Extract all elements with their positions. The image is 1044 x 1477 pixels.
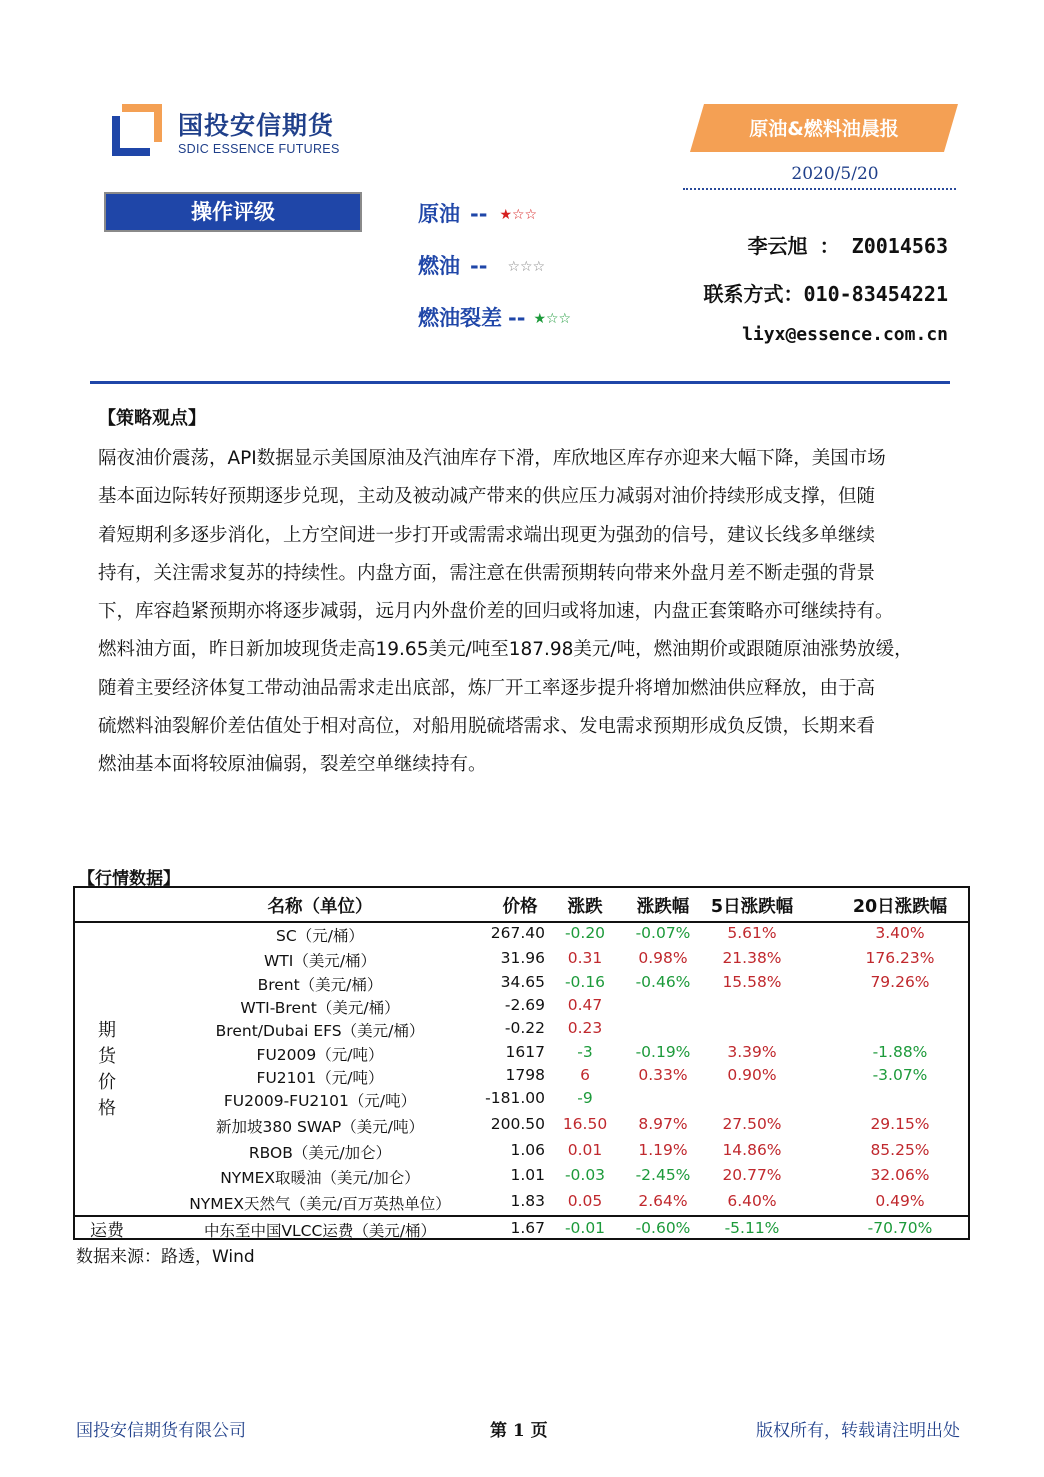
cell-price: 1.01 [510, 1166, 545, 1184]
cell-name: WTI（美元/桶） [263, 952, 377, 970]
cell-change-pct: 2.64% [638, 1192, 688, 1210]
cell-change-pct: -0.19% [635, 1043, 691, 1061]
cell-change: -9 [577, 1089, 593, 1107]
phone-line: 联系方式：010-83454221 [703, 282, 948, 306]
footer-copyright: 版权所有，转载请注明出处 [756, 1421, 960, 1441]
cell-change: 16.50 [562, 1115, 608, 1133]
dotted-divider [683, 188, 956, 190]
report-title-badge [690, 104, 958, 152]
cell-20d-pct: 85.25% [870, 1141, 930, 1159]
cell-change-pct: -0.46% [635, 973, 691, 991]
company-logo [112, 104, 352, 160]
cell-change: 0.01 [567, 1141, 603, 1159]
cell-name: NYMEX天然气（美元/百万英热单位） [189, 1195, 451, 1213]
table-row [75, 996, 968, 1020]
table-row [75, 949, 968, 973]
cell-name: Brent/Dubai EFS（美元/桶） [215, 1022, 425, 1040]
cell-20d-pct: 32.06% [870, 1166, 930, 1184]
footer-page-number: 第 1 页 [490, 1421, 548, 1441]
header-price: 价格 [502, 897, 538, 917]
cell-5d-pct: 20.77% [722, 1166, 782, 1184]
cell-5d-pct: -5.11% [724, 1219, 780, 1237]
star-rating-icon: ☆☆☆ [507, 259, 546, 275]
cell-price: 1.83 [510, 1192, 545, 1210]
cell-name: WTI-Brent（美元/桶） [240, 999, 400, 1017]
cell-change: -3 [577, 1043, 593, 1061]
strategy-line: 随着主要经济体复工带动油品需求走出底部，炼厂开工率逐步提升将增加燃油供应释放，由于高 [98, 677, 876, 699]
cell-change: -0.20 [564, 924, 606, 942]
cell-price: 34.65 [500, 973, 545, 991]
cell-change: 0.05 [567, 1192, 603, 1210]
report-date: 2020/5/20 [791, 164, 879, 184]
table-row [75, 1089, 968, 1113]
header-20d-pct: 20日涨跌幅 [852, 897, 948, 917]
cell-20d-pct: 176.23% [865, 949, 935, 967]
rating-dash: -- [508, 306, 526, 330]
cell-20d-pct: 29.15% [870, 1115, 930, 1133]
strategy-line: 燃油基本面将较原油偏弱，裂差空单继续持有。 [98, 754, 487, 776]
table-row [75, 1192, 968, 1216]
table-row [75, 1166, 968, 1190]
strategy-body [98, 440, 978, 785]
logo-cn-text: 国投安信期货 [178, 111, 335, 140]
cell-name: FU2101（元/吨） [256, 1069, 384, 1087]
table-row [75, 1066, 968, 1090]
cell-price: 1617 [505, 1043, 545, 1061]
group-label-freight: 运费 [90, 1221, 124, 1241]
group-label-futures: 期 货 价 格 [98, 1020, 116, 1119]
footer-company: 国投安信期货有限公司 [76, 1421, 246, 1441]
author-line: 李云旭 ： Z0014563 [747, 234, 948, 258]
cell-price: 267.40 [490, 924, 545, 942]
rating-name: 燃油 [418, 254, 460, 278]
cell-5d-pct: 3.39% [727, 1043, 777, 1061]
rating-item-crack-spread [418, 302, 571, 332]
cell-change: -0.01 [564, 1219, 606, 1237]
market-data-title: 【行情数据】 [78, 869, 180, 889]
strategy-line: 基本面边际转好预期逐步兑现，主动及被动减产带来的供应压力减弱对油价持续形成支撑，但随 [98, 486, 876, 508]
cell-change: 0.23 [567, 1019, 603, 1037]
cell-5d-pct: 27.50% [722, 1115, 782, 1133]
cell-name: SC（元/桶） [276, 927, 364, 945]
logo-mark-icon [112, 104, 162, 156]
table-row [75, 973, 968, 997]
cell-20d-pct: -1.88% [872, 1043, 928, 1061]
rating-dash: -- [470, 254, 488, 278]
cell-5d-pct: 15.58% [722, 973, 782, 991]
rating-title-box: 操作评级 [104, 192, 362, 232]
cell-price: 1798 [505, 1066, 545, 1084]
rating-dash: -- [470, 202, 488, 226]
logo-en-text: SDIC ESSENCE FUTURES [178, 142, 340, 156]
cell-20d-pct: 3.40% [875, 924, 925, 942]
rating-item-crude [418, 198, 537, 228]
strategy-line: 下，库容趋紧预期亦将逐步减弱，远月内外盘价差的回归或将加速，内盘正套策略亦可继续持有。 [98, 601, 894, 623]
star-rating-icon: ★☆☆ [533, 311, 572, 327]
cell-name: 新加坡380 SWAP（美元/吨） [215, 1118, 424, 1136]
header-divider [90, 381, 950, 384]
strategy-line: 硫燃料油裂解价差估值处于相对高位，对船用脱硫塔需求、发电需求预期形成负反馈，长期来看 [98, 716, 876, 738]
cell-name: RBOB（美元/加仑） [248, 1144, 392, 1162]
cell-change: 6 [580, 1066, 590, 1084]
rating-item-fuel-oil [418, 250, 545, 280]
cell-change: 0.47 [567, 996, 603, 1014]
cell-20d-pct: 79.26% [870, 973, 930, 991]
cell-change-pct: 8.97% [638, 1115, 688, 1133]
strategy-line: 持有，关注需求复苏的持续性。内盘方面，需注意在供需预期转向带来外盘月差不断走强的背景 [98, 562, 876, 584]
cell-5d-pct: 5.61% [727, 924, 777, 942]
data-source-note: 数据来源：路透，Wind [76, 1247, 255, 1267]
cell-price: 31.96 [500, 949, 545, 967]
cell-name: Brent（美元/桶） [257, 976, 383, 994]
cell-change: -0.16 [564, 973, 606, 991]
cell-change: 0.31 [567, 949, 603, 967]
cell-price: 200.50 [490, 1115, 545, 1133]
cell-change-pct: 0.98% [638, 949, 688, 967]
cell-change: -0.03 [564, 1166, 606, 1184]
cell-20d-pct: -70.70% [867, 1219, 933, 1237]
cell-change-pct: 0.33% [638, 1066, 688, 1084]
market-data-table [73, 886, 970, 1240]
cell-change-pct: -2.45% [635, 1166, 691, 1184]
strategy-title: 【策略观点】 [98, 408, 206, 429]
cell-5d-pct: 6.40% [727, 1192, 777, 1210]
email-link[interactable]: liyx@essence.com.cn [742, 324, 948, 345]
table-header [75, 888, 968, 923]
strategy-line: 隔夜油价震荡，API数据显示美国原油及汽油库存下滑，库欣地区库存亦迎来大幅下降，美国市场 [98, 448, 886, 469]
rating-name: 燃油裂差 [418, 306, 502, 330]
table-row [75, 1019, 968, 1043]
header-name: 名称（单位） [267, 897, 373, 917]
cell-price: 1.67 [510, 1219, 545, 1237]
cell-change-pct: 1.19% [638, 1141, 688, 1159]
group-separator [75, 1215, 968, 1217]
cell-name: FU2009-FU2101（元/吨） [223, 1092, 417, 1110]
table-row-freight [75, 1219, 968, 1243]
header-change-pct: 涨跌幅 [636, 897, 690, 917]
header-change: 涨跌 [567, 897, 603, 917]
strategy-line: 着短期利多逐步消化，上方空间进一步打开或需需求端出现更为强劲的信号，建议长线多单继续 [98, 524, 876, 546]
cell-price: 1.06 [510, 1141, 545, 1159]
table-row [75, 1043, 968, 1067]
table-row [75, 1115, 968, 1139]
report-title: 原油&燃料油晨报 [749, 118, 899, 140]
cell-name: NYMEX取暖油（美元/加仑） [220, 1169, 420, 1187]
cell-name: FU2009（元/吨） [256, 1046, 384, 1064]
cell-5d-pct: 14.86% [722, 1141, 782, 1159]
cell-change-pct: -0.60% [635, 1219, 691, 1237]
star-rating-icon: ★☆☆ [499, 207, 538, 223]
cell-price: -2.69 [504, 996, 545, 1014]
rating-name: 原油 [418, 202, 460, 226]
header-5d-pct: 5日涨跌幅 [710, 897, 794, 917]
cell-5d-pct: 0.90% [727, 1066, 777, 1084]
cell-name: 中东至中国VLCC运费（美元/桶） [203, 1222, 437, 1240]
cell-price: -0.22 [504, 1019, 545, 1037]
cell-5d-pct: 21.38% [722, 949, 782, 967]
cell-20d-pct: -3.07% [872, 1066, 928, 1084]
cell-price: -181.00 [485, 1089, 545, 1107]
cell-20d-pct: 0.49% [875, 1192, 925, 1210]
strategy-line: 燃料油方面，昨日新加坡现货走高19.65美元/吨至187.98美元/吨，燃油期价或跟随原油涨势放缓， [98, 639, 913, 661]
table-row [75, 924, 968, 948]
table-row [75, 1141, 968, 1165]
cell-change-pct: -0.07% [635, 924, 691, 942]
